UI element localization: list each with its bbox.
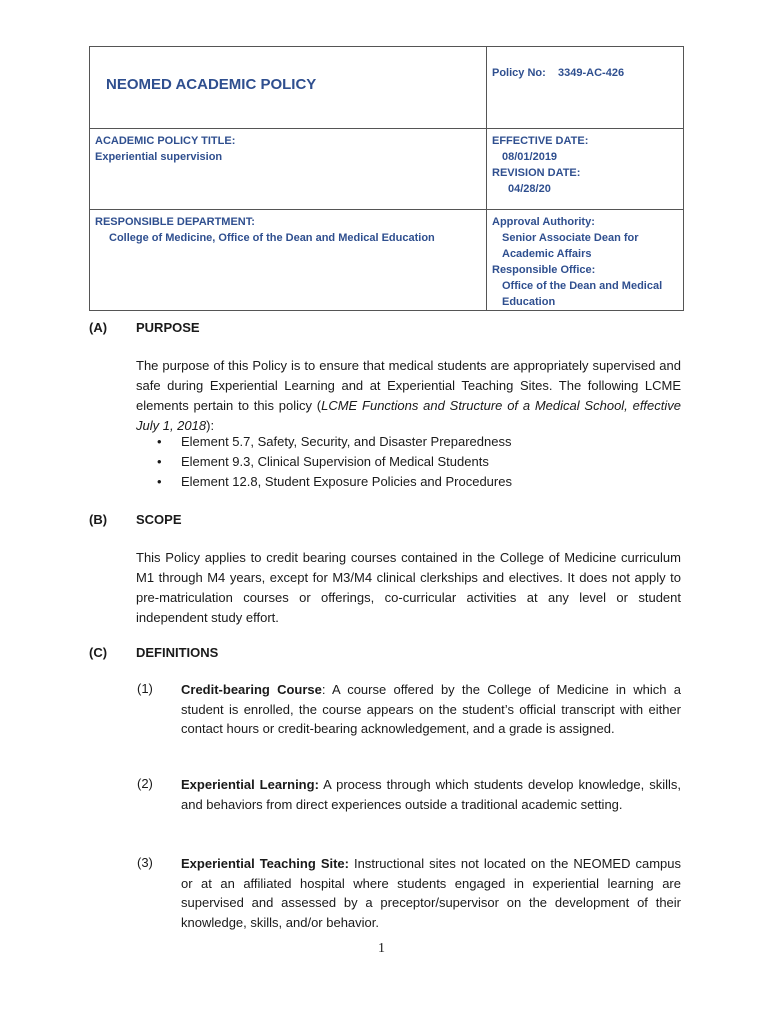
revision-date-value: 04/28/20 — [508, 183, 551, 195]
purpose-text-start: The purpose of this Policy is to ensure that medical students are appropriately supervised and safe during Experiential Learning and at Experiential Teaching Sites. The following LCME elements pertain to this policy ( — [136, 358, 681, 413]
list-item: • Element 12.8, Student Exposure Policies and Procedures — [155, 472, 512, 492]
approval-authority-label: Approval Authority: — [492, 216, 595, 228]
purpose-paragraph — [136, 356, 681, 436]
definition-text: : A course offered by the College of Medicine in which a student is enrolled, the course appears on the student’s official transcript with either contact hours or credit-bearing acknowledgement, and a grade is assigned. — [181, 682, 681, 736]
scope-paragraph: This Policy applies to credit bearing courses contained in the College of Medicine curriculum M1 through M4 years, except for M3/M4 clinical clerkships and electives. It does not apply to pre-matriculation courses or offerings, co-curricular activities at any level or student independent study effort. — [136, 550, 681, 625]
policy-title-value: Experiential supervision — [95, 151, 223, 163]
definition-term: Credit-bearing Course — [181, 682, 322, 697]
purpose-text-end: ): — [206, 418, 215, 433]
section-b-marker: (B) — [89, 512, 108, 527]
section-a-marker: (A) — [89, 320, 108, 335]
revision-date-label: REVISION DATE: — [492, 167, 581, 179]
authority-cell — [487, 210, 684, 311]
responsible-office-line2: Education — [502, 296, 556, 308]
definition-number: (1) — [137, 681, 153, 696]
list-item: • Element 5.7, Safety, Security, and Disaster Preparedness — [155, 432, 512, 452]
policy-no-value: 3349-AC-426 — [558, 67, 625, 79]
definition-text: A process through which students develop knowledge, skills, and behaviors from direct experiences outside a traditional academic setting. — [181, 777, 681, 812]
policy-title-label: ACADEMIC POLICY TITLE: — [95, 135, 236, 147]
purpose-heading: PURPOSE — [136, 320, 200, 335]
academic-policy-title-cell — [90, 129, 487, 210]
definition-number: (3) — [137, 855, 153, 870]
effective-date-label: EFFECTIVE DATE: — [492, 135, 589, 147]
policy-number-cell — [487, 47, 684, 129]
scope-heading: SCOPE — [136, 512, 182, 527]
definitions-heading: DEFINITIONS — [136, 645, 219, 660]
department-cell — [90, 210, 487, 311]
definition-number: (2) — [137, 776, 153, 791]
lcme-elements-list — [155, 432, 512, 492]
definition-text: Instructional sites not located on the NEOMED campus or at an affiliated hospital where students engaged in experiential learning are supervised and assessed by a preceptor/supervisor on the development of their knowledge, skills, and/or behavior. — [181, 856, 681, 930]
approval-authority-line2: Academic Affairs — [502, 248, 592, 260]
dates-cell — [487, 129, 684, 210]
definition-experiential-learning — [181, 775, 681, 814]
policy-header-table — [89, 46, 684, 311]
effective-date-value: 08/01/2019 — [502, 151, 558, 163]
section-c-marker: (C) — [89, 645, 108, 660]
definition-credit-bearing-course — [181, 680, 681, 739]
page-number: 1 — [378, 941, 385, 956]
department-value: College of Medicine, Office of the Dean and Medical Education — [109, 232, 435, 244]
approval-authority-line1: Senior Associate Dean for — [502, 232, 639, 244]
department-label: RESPONSIBLE DEPARTMENT: — [95, 216, 255, 228]
definition-term: Experiential Learning: — [181, 777, 319, 792]
responsible-office-label: Responsible Office: — [492, 264, 596, 276]
policy-title-cell — [90, 47, 487, 129]
responsible-office-line1: Office of the Dean and Medical — [502, 280, 663, 292]
policy-no-label: Policy No: — [492, 67, 546, 79]
definition-term: Experiential Teaching Site: — [181, 856, 349, 871]
definition-experiential-teaching-site — [181, 854, 681, 932]
purpose-text-italic: LCME Functions and Structure of a Medical School, effective July 1, 2018 — [136, 398, 681, 433]
org-policy-title: NEOMED ACADEMIC POLICY — [106, 76, 317, 93]
list-item: • Element 9.3, Clinical Supervision of Medical Students — [155, 452, 512, 472]
